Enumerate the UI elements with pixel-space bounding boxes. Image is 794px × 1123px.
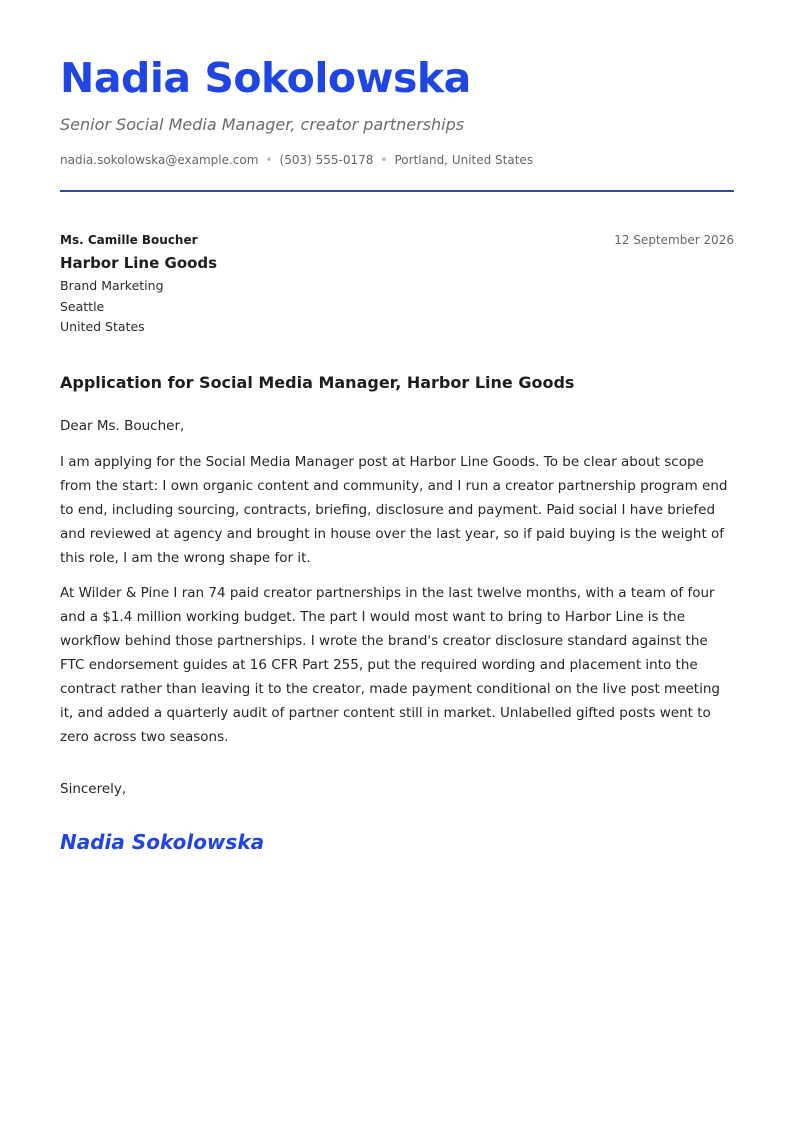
recipient-company: Harbor Line Goods — [60, 254, 218, 272]
applicant-title: Senior Social Media Manager, creator partnerships — [60, 115, 465, 134]
contact-line — [60, 153, 533, 167]
signature: Nadia Sokolowska — [60, 830, 265, 854]
contact-separator: • — [265, 153, 273, 167]
contact-phone: (503) 555-0178 — [279, 153, 374, 167]
letter-date: 12 September 2026 — [614, 233, 734, 247]
contact-email: nadia.sokolowska@example.com — [60, 153, 259, 167]
header-divider — [60, 190, 734, 192]
recipient-city: Seattle — [60, 299, 105, 314]
letter-paragraph-1: I am applying for the Social Media Manager post at Harbor Line Goods. To be clear about scope from the start: I own organic content and community, and I run a creator partnership program end to end, including sourcing, contracts, briefing, disclosure and payment. Paid social I have briefed and reviewed at agency and brought in house over the last year, so if paid buying is the weight of this role, I am the wrong shape for it. — [60, 454, 728, 566]
contact-location: Portland, United States — [394, 153, 534, 167]
recipient-name: Ms. Camille Boucher — [60, 233, 198, 247]
applicant-name: Nadia Sokolowska — [60, 54, 471, 102]
contact-separator: • — [380, 153, 388, 167]
letter-paragraph-2: At Wilder & Pine I ran 74 paid creator partnerships in the last twelve months, with a team of four and a $1.4 million working budget. The part I would most want to bring to Harbor Line is the workflow behind those partnerships. I wrote the brand's creator disclosure standard against the FTC endorsement guides at 16 CFR Part 255, put the required wording and placement into the contract rather than leaving it to the creator, made payment conditional on the live post meeting it, and added a quarterly audit of partner content still in market. Unlabelled gifted posts went to zero across two seasons. — [60, 585, 720, 745]
letter-salutation: Dear Ms. Boucher, — [60, 418, 185, 434]
recipient-department: Brand Marketing — [60, 278, 164, 293]
letter-closing: Sincerely, — [60, 781, 127, 797]
recipient-country: United States — [60, 319, 145, 334]
letter-subject: Application for Social Media Manager, Harbor Line Goods — [60, 373, 575, 392]
